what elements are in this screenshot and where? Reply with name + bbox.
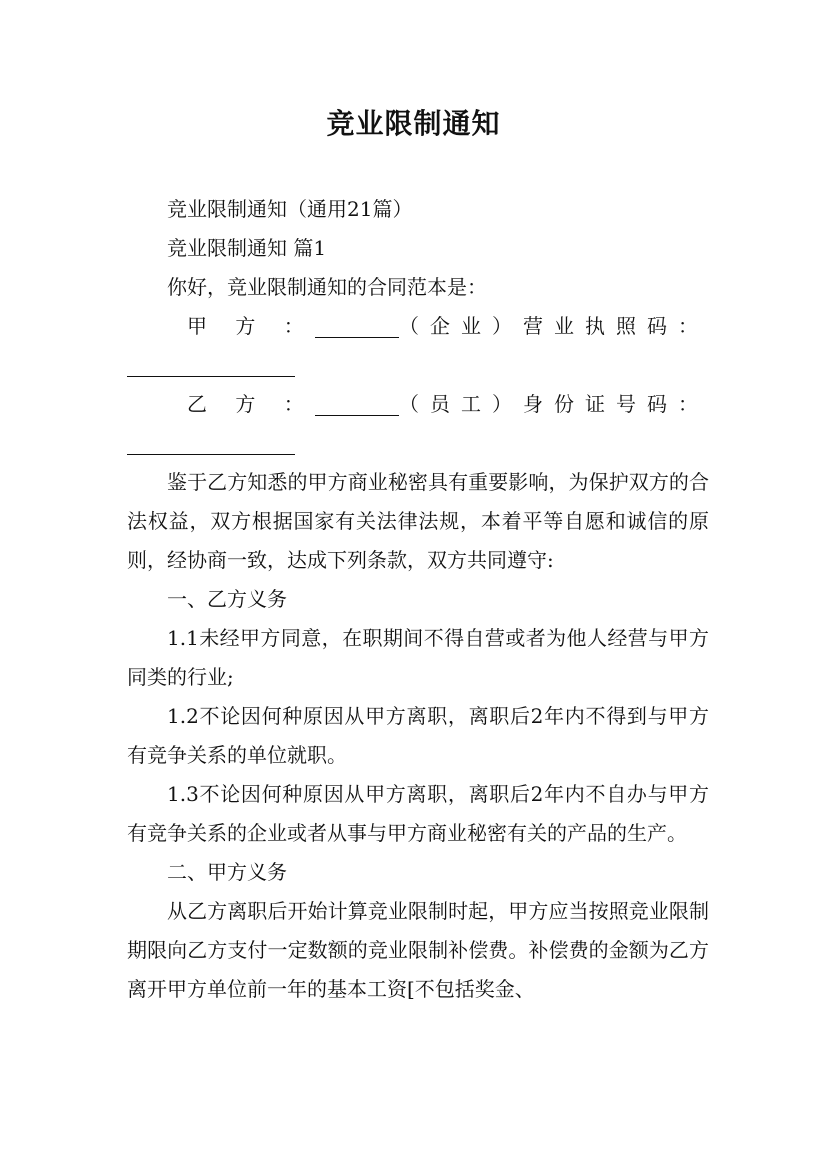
party-a-suffix: （企业）营业执照码： (399, 314, 709, 338)
party-a-license-blank (127, 354, 295, 377)
party-a-label: 甲 方 ： (187, 314, 315, 338)
paragraph-section-heading: 竞业限制通知 篇1 (167, 236, 327, 260)
party-b-line (127, 385, 709, 463)
party-b-name-blank (315, 393, 399, 416)
document-body (127, 190, 709, 1009)
party-b-id-blank (127, 432, 295, 455)
document-title: 竞业限制通知 (326, 107, 501, 140)
paragraph-compensation: 从乙方离职后开始计算竞业限制时起，甲方应当按照竞业限制期限向乙方支付一定数额的竞业限制补偿费。补偿费的金额为乙方离开甲方单位前一年的基本工资[不包括奖金、 (127, 899, 709, 1001)
paragraph-heading-party-b-duties: 一、乙方义务 (167, 587, 287, 611)
paragraph-clause-1-2: 1.2不论因何种原因从甲方离职，离职后2年内不得到与甲方有竞争关系的单位就职。 (127, 704, 709, 767)
party-a-name-blank (315, 315, 399, 338)
paragraph-greeting: 你好，竞业限制通知的合同范本是： (167, 275, 487, 299)
party-b-label: 乙 方 ： (187, 392, 315, 416)
paragraph-clause-1-1: 1.1未经甲方同意，在职期间不得自营或者为他人经营与甲方同类的行业; (127, 626, 709, 689)
paragraph-preamble: 鉴于乙方知悉的甲方商业秘密具有重要影响，为保护双方的合法权益，双方根据国家有关法律法规，本着平等自愿和诚信的原则，经协商一致，达成下列条款，双方共同遵守: (127, 470, 709, 572)
paragraph-heading-party-a-duties: 二、甲方义务 (167, 860, 287, 884)
party-a-line (127, 307, 709, 385)
party-b-suffix: （员工）身份证号码： (399, 392, 709, 416)
paragraph-clause-1-3: 1.3不论因何种原因从甲方离职，离职后2年内不自办与甲方有竞争关系的企业或者从事与甲方商业秘密有关的产品的生产。 (127, 782, 709, 845)
paragraph-subtitle: 竞业限制通知（通用21篇） (167, 197, 413, 221)
